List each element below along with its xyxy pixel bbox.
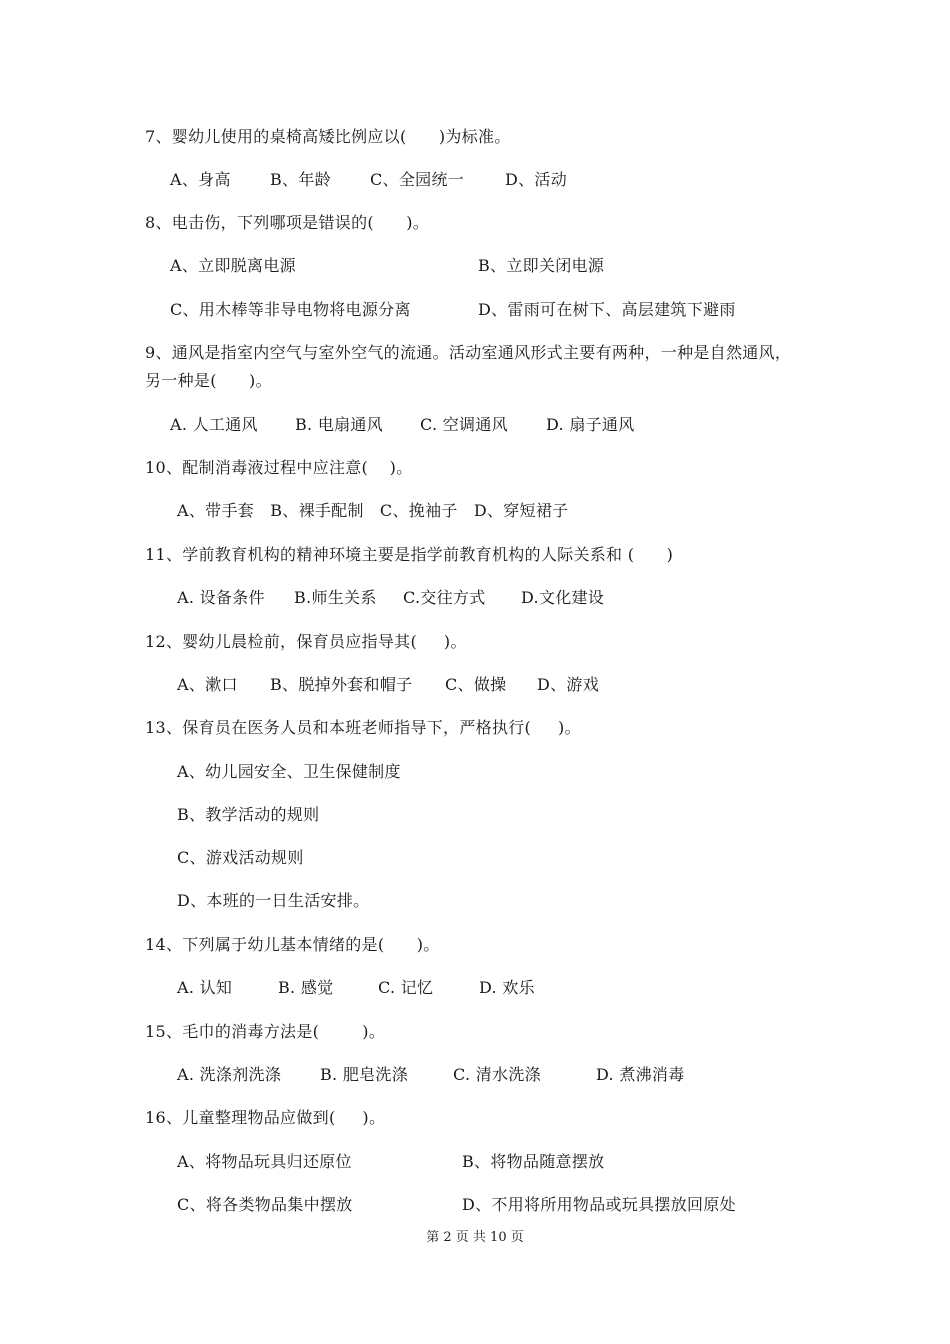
question-7-option-b: B、年龄	[270, 170, 331, 189]
question-13-option-d: D、本班的一日生活安排。	[177, 891, 370, 910]
question-15-stem: 15、毛巾的消毒方法是( )。	[145, 1022, 386, 1041]
question-15-option-c: C. 清水洗涤	[453, 1065, 541, 1084]
question-12-option-d: D、游戏	[537, 675, 600, 694]
question-7-option-c: C、全园统一	[370, 170, 465, 189]
question-13-option-c: C、游戏活动规则	[177, 848, 304, 867]
question-10-options: A、带手套 B、裸手配制 C、挽袖子 D、穿短裙子	[177, 501, 569, 520]
question-9-option-a: A. 人工通风	[170, 415, 258, 434]
question-16-option-d: D、不用将所用物品或玩具摆放回原处	[462, 1195, 736, 1214]
question-10-stem: 10、配制消毒液过程中应注意( )。	[145, 458, 413, 477]
question-9-stem-line-1: 9、通风是指室内空气与室外空气的流通。活动室通风形式主要有两种，一种是自然通风，	[145, 343, 792, 362]
page-number-footer: 第 2 页 共 10 页	[426, 1230, 524, 1245]
question-7-option-d: D、活动	[505, 170, 568, 189]
question-12-stem: 12、婴幼儿晨检前，保育员应指导其( )。	[145, 632, 467, 651]
question-8-option-d: D、雷雨可在树下、高层建筑下避雨	[478, 300, 736, 319]
question-16-option-a: A、将物品玩具归还原位	[177, 1152, 352, 1171]
question-16-stem: 16、儿童整理物品应做到( )。	[145, 1108, 386, 1127]
question-8-option-b: B、立即关闭电源	[478, 256, 605, 275]
question-12-option-c: C、做操	[445, 675, 507, 694]
question-13-option-a: A、幼儿园安全、卫生保健制度	[177, 762, 401, 781]
question-12-option-b: B、脱掉外套和帽子	[270, 675, 413, 694]
question-15-option-b: B. 肥皂洗涤	[320, 1065, 409, 1084]
question-14-stem: 14、下列属于幼儿基本情绪的是( )。	[145, 935, 440, 954]
question-11-option-a: A. 设备条件	[177, 588, 265, 607]
question-14-option-d: D. 欢乐	[479, 978, 535, 997]
question-14-option-c: C. 记忆	[378, 978, 434, 997]
question-11-option-b: B.师生关系	[294, 588, 377, 607]
question-14-option-b: B. 感觉	[278, 978, 334, 997]
question-9-option-c: C. 空调通风	[420, 415, 508, 434]
question-11-stem: 11、学前教育机构的精神环境主要是指学前教育机构的人际关系和 ( )	[145, 545, 674, 564]
question-7-stem: 7、婴幼儿使用的桌椅高矮比例应以( )为标准。	[145, 127, 511, 146]
question-11-option-c: C.交往方式	[403, 588, 486, 607]
question-8-stem: 8、电击伤，下列哪项是错误的( )。	[145, 213, 430, 232]
question-8-option-c: C、用木棒等非导电物将电源分离	[170, 300, 411, 319]
question-9-stem-line-2: 另一种是( )。	[145, 371, 272, 390]
question-15-option-a: A. 洗涤剂洗涤	[177, 1065, 282, 1084]
question-11-option-d: D.文化建设	[521, 588, 605, 607]
question-16-option-c: C、将各类物品集中摆放	[177, 1195, 353, 1214]
question-9-option-d: D. 扇子通风	[546, 415, 635, 434]
question-15-option-d: D. 煮沸消毒	[596, 1065, 685, 1084]
question-13-stem: 13、保育员在医务人员和本班老师指导下，严格执行( )。	[145, 718, 581, 737]
question-7-option-a: A、身高	[170, 170, 231, 189]
question-9-option-b: B. 电扇通风	[295, 415, 384, 434]
question-14-option-a: A. 认知	[177, 978, 233, 997]
question-12-option-a: A、漱口	[177, 675, 238, 694]
question-16-option-b: B、将物品随意摆放	[462, 1152, 605, 1171]
question-13-option-b: B、教学活动的规则	[177, 805, 320, 824]
question-8-option-a: A、立即脱离电源	[170, 256, 296, 275]
